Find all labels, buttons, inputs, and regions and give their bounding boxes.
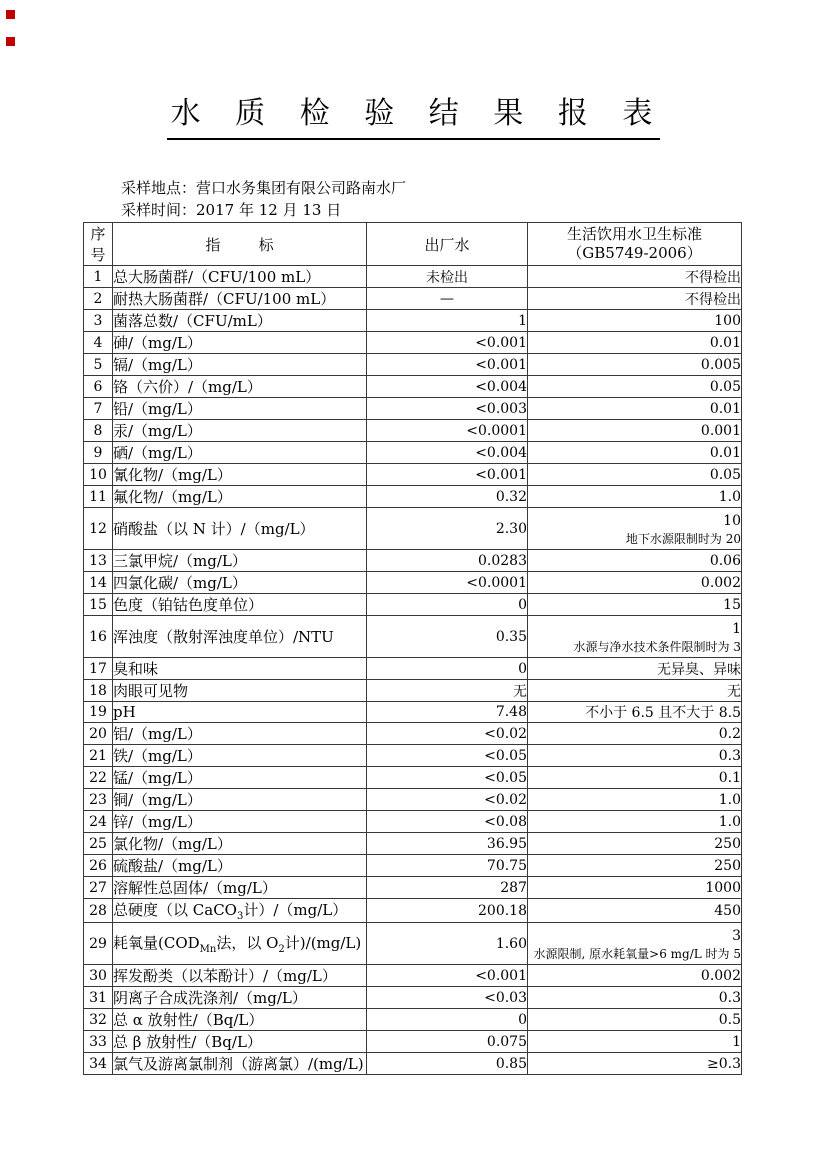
table-row [84,442,742,464]
row-number: 1 [84,266,113,288]
indicator-name: 硒/（mg/L） [113,442,367,464]
outflow-value: 无 [367,680,528,702]
standard-value: 0.5 [528,1009,742,1031]
table-row [84,923,742,965]
standard-value: 不得检出 [528,266,742,288]
standard-value: 0.1 [528,767,742,789]
table-row [84,789,742,811]
table-row [84,332,742,354]
table-row [84,680,742,702]
row-number: 12 [84,508,113,550]
indicator-name: 铁/（mg/L） [113,745,367,767]
row-number: 23 [84,789,113,811]
row-number: 31 [84,987,113,1009]
indicator-name: 挥发酚类（以苯酚计）/（mg/L） [113,965,367,987]
row-number: 29 [84,923,113,965]
outflow-value: <0.0001 [367,572,528,594]
indicator-name: 总 α 放射性/（Bq/L） [113,1009,367,1031]
row-number: 15 [84,594,113,616]
row-number: 5 [84,354,113,376]
standard-value: 0.2 [528,723,742,745]
outflow-value: <0.05 [367,745,528,767]
standard-value: 无异臭、异味 [528,658,742,680]
standard-value: 不得检出 [528,288,742,310]
indicator-name: 三氯甲烷/（mg/L） [113,550,367,572]
sampling-location: 采样地点：营口水务集团有限公司路南水厂 [121,179,407,197]
standard-value: 3 水源限制, 原水耗氧量>6 mg/L 时为 5 [528,923,742,965]
indicator-name: 四氯化碳/（mg/L） [113,572,367,594]
outflow-value: <0.001 [367,354,528,376]
row-number: 9 [84,442,113,464]
row-number: 27 [84,877,113,899]
table-row [84,572,742,594]
table-row [84,508,742,550]
standard-value: 0.3 [528,745,742,767]
outflow-value: <0.03 [367,987,528,1009]
outflow-value: <0.0001 [367,420,528,442]
row-number: 28 [84,899,113,923]
row-number: 18 [84,680,113,702]
outflow-value: 0.32 [367,486,528,508]
table-row [84,987,742,1009]
outflow-value: 0 [367,1009,528,1031]
outflow-value: 未检出 [367,266,528,288]
indicator-name: 硫酸盐/（mg/L） [113,855,367,877]
indicator-name: 溶解性总固体/（mg/L） [113,877,367,899]
table-row [84,310,742,332]
outflow-value: 0.35 [367,616,528,658]
table-row [84,464,742,486]
row-number: 33 [84,1031,113,1053]
standard-value: 0.05 [528,464,742,486]
row-number: 24 [84,811,113,833]
indicator-name: 肉眼可见物 [113,680,367,702]
outflow-value: 0.075 [367,1031,528,1053]
header-no: 序号 [84,223,113,266]
table-row [84,702,742,723]
outflow-value: <0.001 [367,464,528,486]
row-number: 11 [84,486,113,508]
indicator-name: 镉/（mg/L） [113,354,367,376]
outflow-value: <0.004 [367,442,528,464]
outflow-value: — [367,288,528,310]
outflow-value: 70.75 [367,855,528,877]
row-number: 20 [84,723,113,745]
indicator-name: 臭和味 [113,658,367,680]
row-number: 4 [84,332,113,354]
outflow-value: 0 [367,594,528,616]
standard-value: 无 [528,680,742,702]
indicator-name: 耐热大肠菌群/（CFU/100 mL） [113,288,367,310]
standard-value: 不小于 6.5 且不大于 8.5 [528,702,742,723]
row-number: 22 [84,767,113,789]
standard-value: 1.0 [528,486,742,508]
outflow-value: 7.48 [367,702,528,723]
table-row [84,833,742,855]
header-outflow: 出厂水 [367,223,528,266]
outflow-value: <0.02 [367,723,528,745]
indicator-name: 硝酸盐（以 N 计）/（mg/L） [113,508,367,550]
standard-value: 250 [528,833,742,855]
standard-value: 0.005 [528,354,742,376]
indicator-name: 锌/（mg/L） [113,811,367,833]
standard-value: 1 [528,1031,742,1053]
indicator-name: 耗氧量($COD_{Mn}$法，以 $O_2$计)/(mg/L) [113,923,367,965]
row-number: 14 [84,572,113,594]
row-number: 7 [84,398,113,420]
outflow-value: 1 [367,310,528,332]
page-title: 水 质 检 验 结 果 报 表 [167,97,661,140]
indicator-name: 总硬度（以 CaCO$_3$计）/（mg/L） [113,899,367,923]
indicator-name: 氯化物/（mg/L） [113,833,367,855]
indicator-name: 氟化物/（mg/L） [113,486,367,508]
row-number: 17 [84,658,113,680]
standard-value: 0.05 [528,376,742,398]
standard-value: 0.01 [528,398,742,420]
table-row [84,723,742,745]
standard-value: 0.3 [528,987,742,1009]
row-number: 30 [84,965,113,987]
standard-value: ≥0.3 [528,1053,742,1075]
outflow-value: 2.30 [367,508,528,550]
table-row [84,1053,742,1075]
standard-value: 450 [528,899,742,923]
outflow-value: 200.18 [367,899,528,923]
indicator-name: 汞/（mg/L） [113,420,367,442]
row-number: 34 [84,1053,113,1075]
table-row [84,1031,742,1053]
title-wrap [0,97,827,140]
table-row [84,486,742,508]
standard-value: 0.06 [528,550,742,572]
indicator-name: 总 β 放射性/（Bq/L） [113,1031,367,1053]
row-number: 25 [84,833,113,855]
outflow-value: 0.85 [367,1053,528,1075]
table-row [84,616,742,658]
table-row [84,398,742,420]
standard-value: 0.01 [528,332,742,354]
standard-value: 1 水源与净水技术条件限制时为 3 [528,616,742,658]
indicator-name: 总大肠菌群/（CFU/100 mL） [113,266,367,288]
table-row [84,376,742,398]
outflow-value: 36.95 [367,833,528,855]
red-corner-mark-2 [6,37,15,46]
indicator-name: 铝/（mg/L） [113,723,367,745]
indicator-name: 锰/（mg/L） [113,767,367,789]
standard-value: 0.002 [528,965,742,987]
table-row [84,767,742,789]
table-row [84,745,742,767]
indicator-name: 铜/（mg/L） [113,789,367,811]
outflow-value: <0.001 [367,965,528,987]
table-row [84,1009,742,1031]
indicator-name: 铅/（mg/L） [113,398,367,420]
indicator-name: 铬（六价）/（mg/L） [113,376,367,398]
indicator-name: pH [113,702,367,723]
row-number: 13 [84,550,113,572]
row-number: 10 [84,464,113,486]
table-row [84,658,742,680]
row-number: 32 [84,1009,113,1031]
header-standard-line1: 生活饮用水卫生标准 [566,225,702,243]
outflow-value: 1.60 [367,923,528,965]
outflow-value: <0.003 [367,398,528,420]
outflow-value: <0.05 [367,767,528,789]
outflow-value: <0.08 [367,811,528,833]
table-row [84,266,742,288]
standard-value: 15 [528,594,742,616]
table-row [84,899,742,923]
standard-value: 250 [528,855,742,877]
table-row [84,354,742,376]
outflow-value: <0.004 [367,376,528,398]
standard-value: 1000 [528,877,742,899]
header-standard-line2: （GB5749-2006） [567,244,702,262]
row-number: 6 [84,376,113,398]
outflow-value: 0 [367,658,528,680]
standard-value: 0.001 [528,420,742,442]
table-row [84,420,742,442]
standard-value: 100 [528,310,742,332]
header-standard [528,223,742,266]
standard-value: 1.0 [528,811,742,833]
table-row [84,877,742,899]
outflow-value: <0.001 [367,332,528,354]
table-row [84,594,742,616]
sampling-meta [121,177,406,221]
row-number: 19 [84,702,113,723]
indicator-name: 阴离子合成洗涤剂/（mg/L） [113,987,367,1009]
row-number: 26 [84,855,113,877]
indicator-name: 色度（铂钴色度单位） [113,594,367,616]
row-number: 3 [84,310,113,332]
result-table [83,222,742,1075]
table-row [84,855,742,877]
standard-value: 1.0 [528,789,742,811]
row-number: 2 [84,288,113,310]
table-header-row [84,223,742,266]
indicator-name: 浑浊度（散射浑浊度单位）/NTU [113,616,367,658]
red-corner-mark-1 [6,10,15,19]
row-number: 21 [84,745,113,767]
table-row [84,965,742,987]
standard-value: 10 地下水源限制时为 20 [528,508,742,550]
row-number: 8 [84,420,113,442]
header-indicator: 指 标 [113,223,367,266]
table-body [84,266,742,1075]
row-number: 16 [84,616,113,658]
sampling-time: 采样时间：2017 年 12 月 13 日 [121,201,342,219]
indicator-name: 氯气及游离氯制剂（游离氯）/(mg/L) [113,1053,367,1075]
indicator-name: 菌落总数/（CFU/mL） [113,310,367,332]
standard-value: 0.01 [528,442,742,464]
table-row [84,288,742,310]
indicator-name: 氰化物/（mg/L） [113,464,367,486]
table-row [84,550,742,572]
outflow-value: <0.02 [367,789,528,811]
standard-value: 0.002 [528,572,742,594]
table-row [84,811,742,833]
outflow-value: 0.0283 [367,550,528,572]
outflow-value: 287 [367,877,528,899]
indicator-name: 砷/（mg/L） [113,332,367,354]
